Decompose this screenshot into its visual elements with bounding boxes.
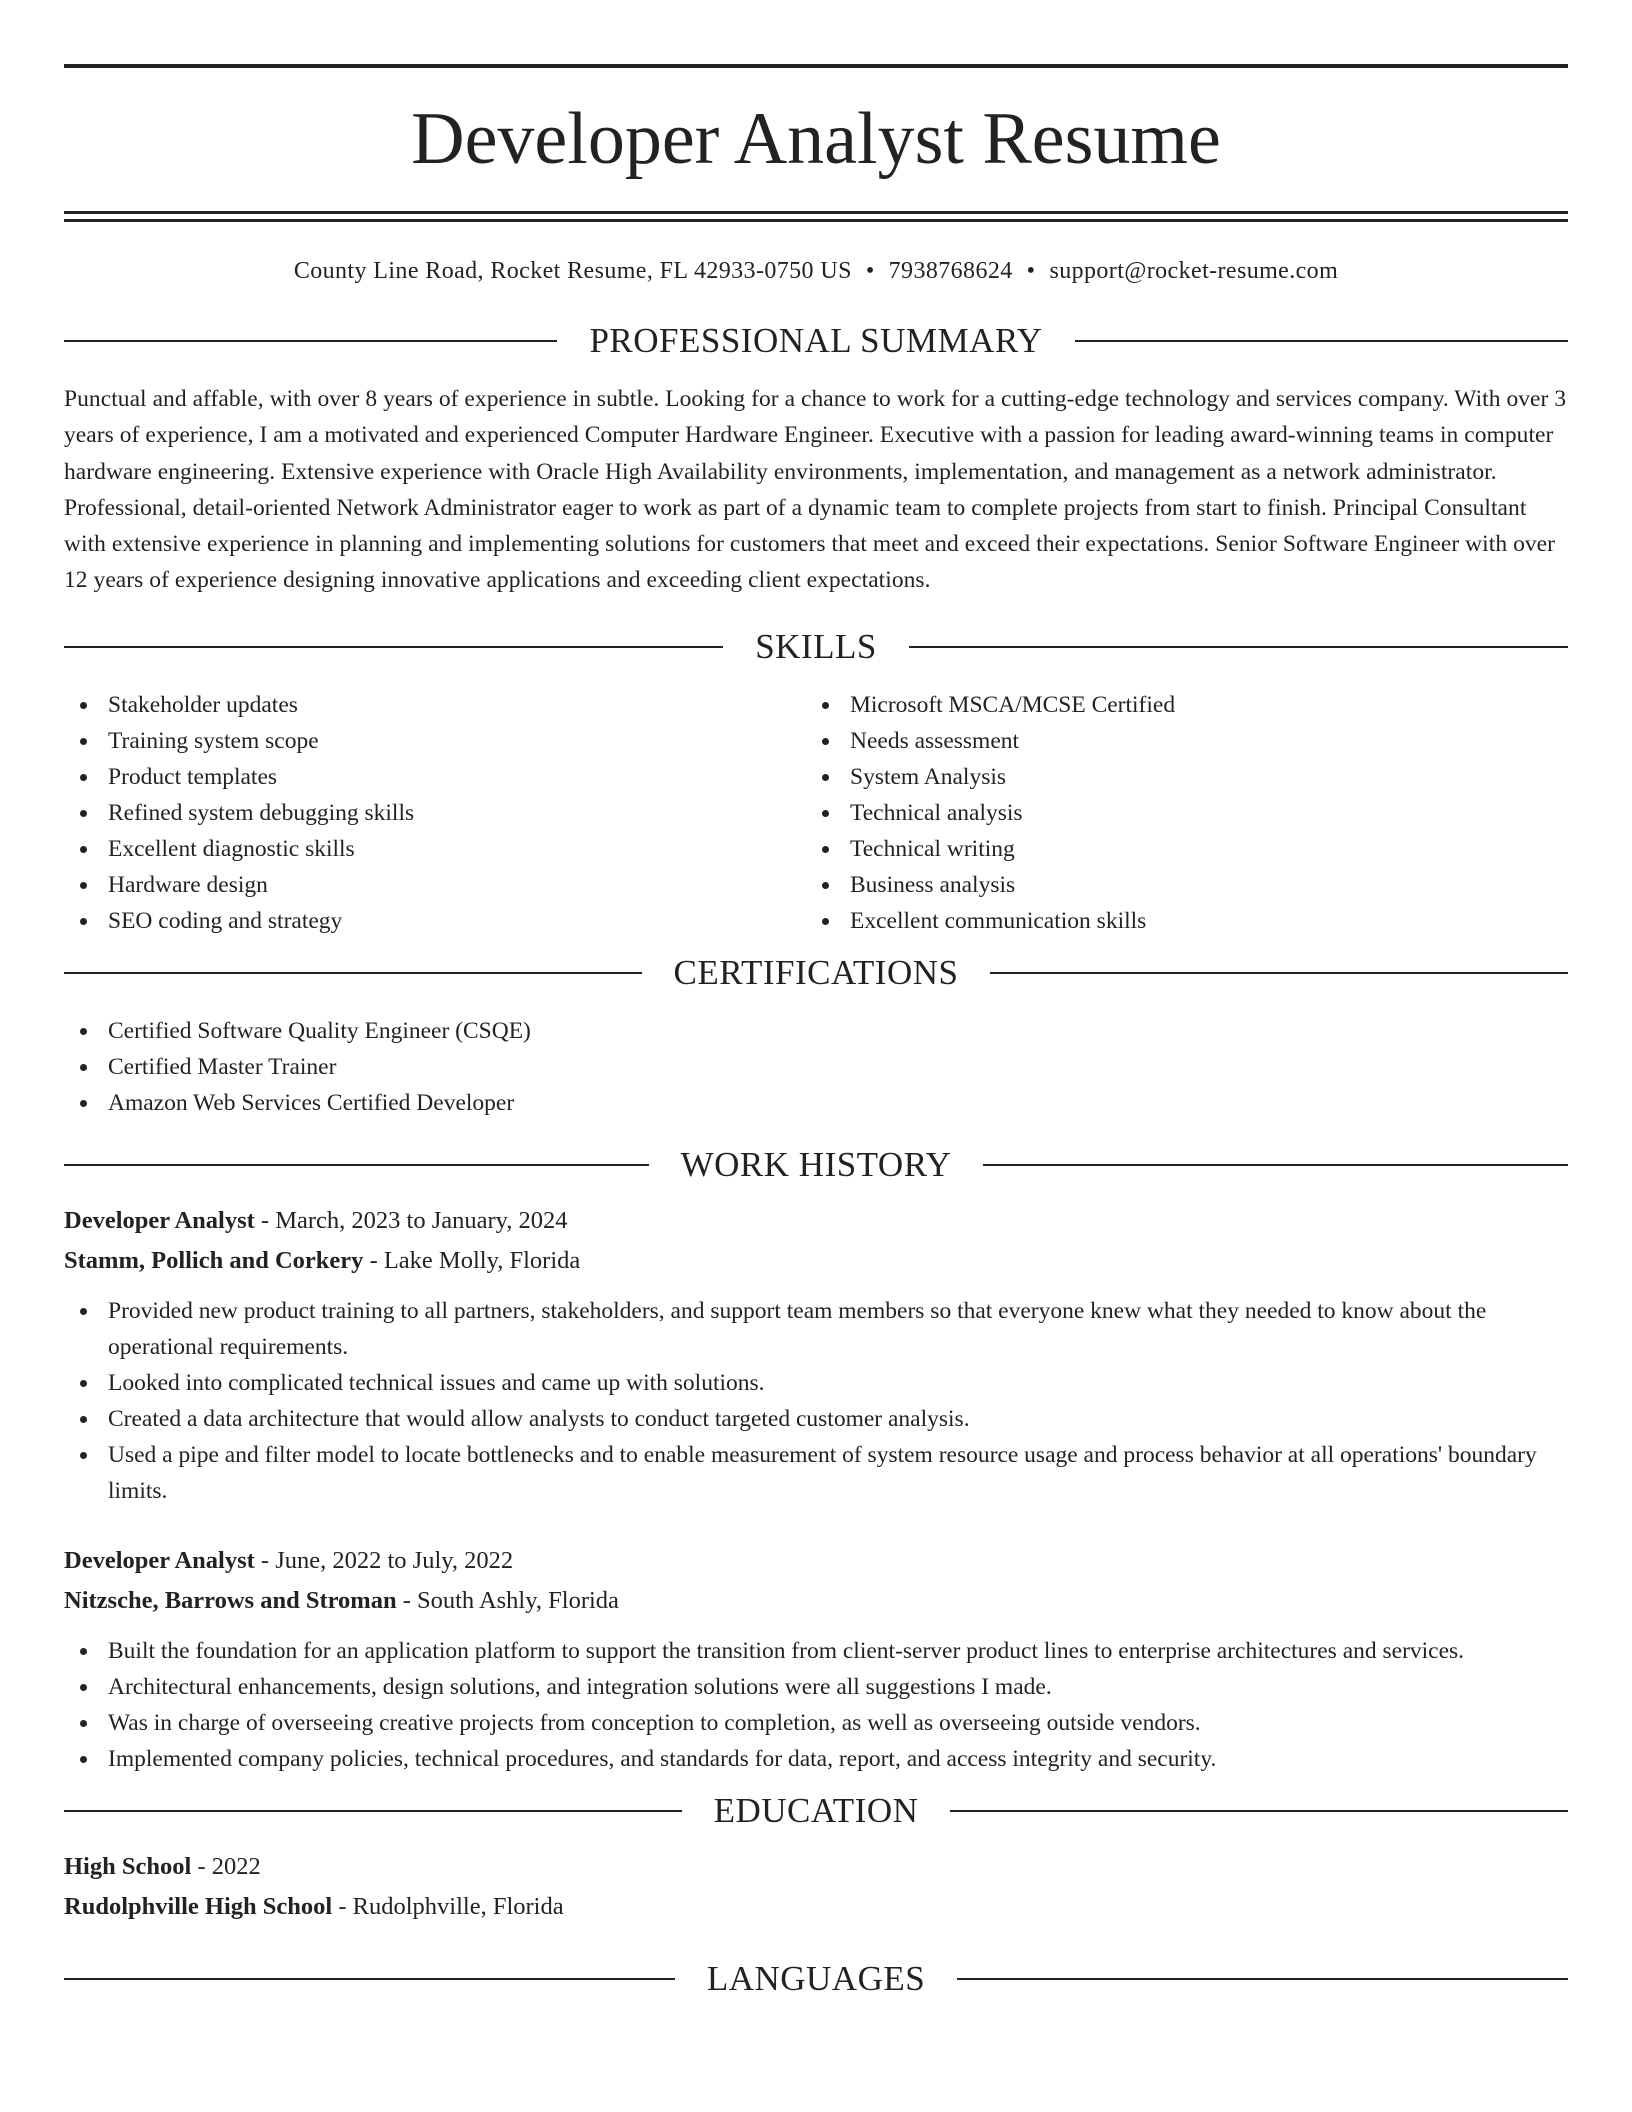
resume-page [64,64,1568,1999]
education-year: - 2022 [191,1852,261,1880]
education-degree: High School [64,1852,192,1880]
job-dates: - March, 2023 to January, 2024 [254,1206,568,1234]
job-bullets [64,1633,1568,1777]
skills-list-right [806,687,1548,939]
section-title: PROFESSIONAL SUMMARY [589,321,1043,360]
education-entry [64,1847,1568,1927]
section-title: LANGUAGES [706,1958,926,1998]
job-bullet: Provided new product training to all partners, stakeholders, and support team members so that everyone knew what they needed to know about the operational requirements. [64,1293,1568,1365]
job-title-line [64,1201,1568,1241]
job-bullet: Was in charge of overseeing creative projects from conception to completion, as well as overseeing outside vendors. [64,1705,1568,1741]
skill-item: Excellent communication skills [806,903,1548,939]
education-school: Rudolphville High School [64,1892,333,1920]
job-bullet: Used a pipe and filter model to locate bottlenecks and to enable measurement of system resource usage and process behavior at all operations' boundary limits. [64,1437,1568,1509]
skill-item: Microsoft MSCA/MCSE Certified [806,687,1548,723]
section-heading-languages [64,1959,1568,1999]
certifications-list [64,1013,1568,1121]
education-location: - Rudolphville, Florida [332,1892,564,1920]
job-title: Developer Analyst [64,1546,255,1574]
skill-item: Technical analysis [806,795,1548,831]
certification-item: Amazon Web Services Certified Developer [64,1085,1568,1121]
skill-item: Training system scope [64,723,806,759]
skill-item: Business analysis [806,867,1548,903]
certification-item: Certified Master Trainer [64,1049,1568,1085]
section-title: EDUCATION [713,1790,919,1830]
heading-rule [64,1810,682,1812]
top-rule [64,64,1568,68]
resume-title: Developer Analyst Resume [411,98,1221,180]
section-heading-education [64,1791,1568,1831]
job-bullet: Architectural enhancements, design solutions, and integration solutions were all suggestions I made. [64,1669,1568,1705]
heading-rule [64,1978,675,1980]
heading-rule [983,1164,1568,1166]
section-heading-skills [64,627,1568,667]
contact-phone[interactable]: 7938768624 [888,258,1013,284]
heading-rule [990,972,1568,974]
job-title: Developer Analyst [64,1206,255,1234]
section-title: SKILLS [755,626,877,666]
job-entry [64,1541,1568,1777]
skill-item: Technical writing [806,831,1548,867]
section-title: WORK HISTORY [680,1144,952,1184]
contact-separator: • [865,258,875,284]
heading-rule [1075,340,1568,342]
summary-paragraph: Punctual and affable, with over 8 years of experience in subtle. Looking for a chance to work for a cutting-edge technology and services company. With over 3 years of experience, I am a motivated and experienced Computer Hardware Engineer. Executive with a passion for leading award-winning teams in computer hardware engineering. Extensive experience with Oracle High Availability environments, implementation, and management as a network administrator. Professional, detail-oriented Network Administrator eager to work as part of a dynamic team to complete projects from start to finish. Principal Consultant with extensive experience in planning and implementing solutions for customers that meet and exceed their expectations. Senior Software Engineer with over 12 years of experience designing innovative applications and exceeding client expectations. [64,386,1567,594]
section-heading-summary [64,321,1568,361]
heading-rule [64,646,723,648]
education-degree-line [64,1847,1568,1887]
job-title-line [64,1541,1568,1581]
heading-rule [950,1810,1568,1812]
education-school-line [64,1887,1568,1927]
job-company-line [64,1581,1568,1621]
job-bullet: Implemented company policies, technical procedures, and standards for data, report, and access integrity and security. [64,1741,1568,1777]
heading-rule [957,1978,1568,1980]
heading-rule [909,646,1568,648]
skill-item: Product templates [64,759,806,795]
skill-item: SEO coding and strategy [64,903,806,939]
job-company: Stamm, Pollich and Corkery [64,1246,364,1274]
section-title: CERTIFICATIONS [673,952,959,992]
job-location: - Lake Molly, Florida [363,1246,581,1274]
skills-list-left [64,687,806,939]
job-bullet: Built the foundation for an application platform to support the transition from client-server product lines to enterprise architectures and services. [64,1633,1568,1669]
title-double-rule [64,211,1568,222]
job-dates: - June, 2022 to July, 2022 [254,1546,514,1574]
skills-grid [64,687,1568,939]
job-company: Nitzsche, Barrows and Stroman [64,1586,397,1614]
contact-address: County Line Road, Rocket Resume, FL 42933-0750 US [293,258,852,284]
job-entry [64,1201,1568,1509]
certification-item: Certified Software Quality Engineer (CSQE) [64,1013,1568,1049]
heading-rule [64,1164,649,1166]
heading-rule [64,972,642,974]
job-location: - South Ashly, Florida [396,1586,619,1614]
section-heading-certifications [64,953,1568,993]
skill-item: Refined system debugging skills [64,795,806,831]
skill-item: System Analysis [806,759,1548,795]
skill-item: Hardware design [64,867,806,903]
contact-line [64,256,1568,286]
job-company-line [64,1241,1568,1281]
skill-item: Excellent diagnostic skills [64,831,806,867]
job-bullets [64,1293,1568,1509]
section-heading-work-history [64,1145,1568,1185]
contact-email[interactable]: support@rocket-resume.com [1049,258,1339,284]
skill-item: Stakeholder updates [64,687,806,723]
heading-rule [64,340,557,342]
job-bullet: Created a data architecture that would allow analysts to conduct targeted customer analysis. [64,1401,1568,1437]
job-bullet: Looked into complicated technical issues and came up with solutions. [64,1365,1568,1401]
skill-item: Needs assessment [806,723,1548,759]
contact-separator: • [1026,258,1036,284]
